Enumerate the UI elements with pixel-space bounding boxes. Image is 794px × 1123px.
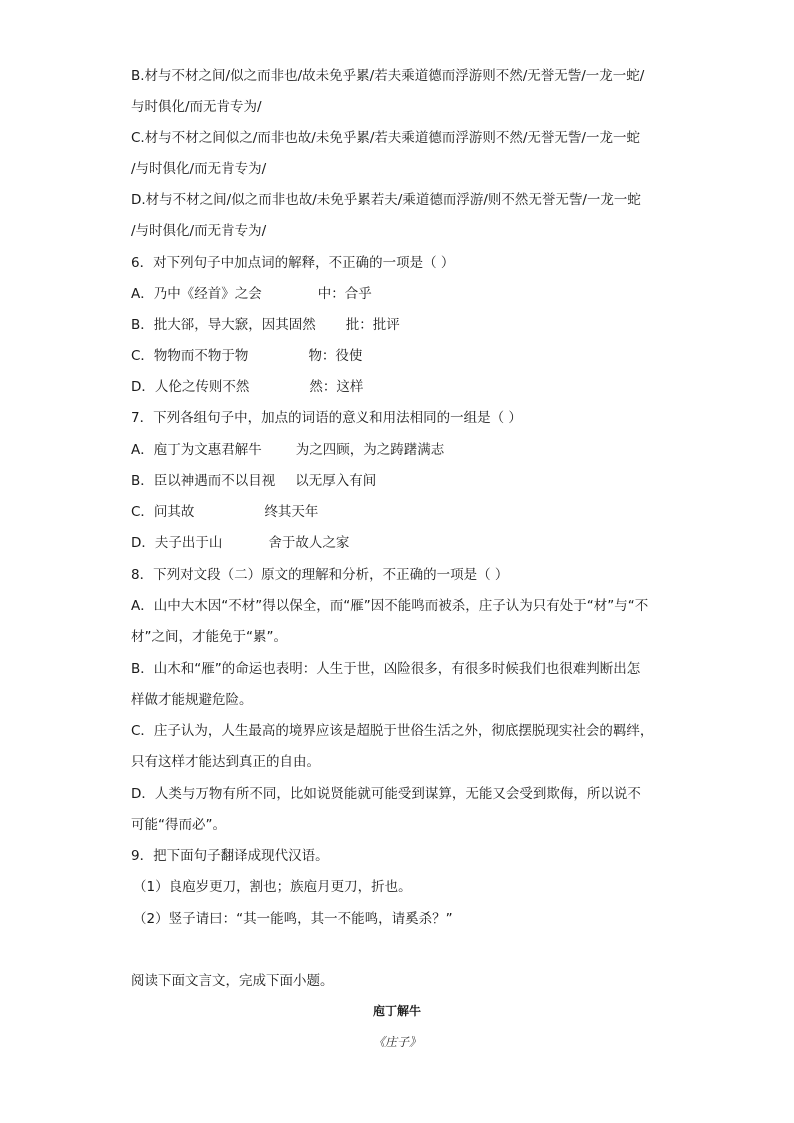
q6-option-a-gloss: 中：合乎 (317, 286, 372, 302)
q8-option-b-line2: 样做才能规避危险。 (131, 692, 253, 708)
q6-option-c-gloss: 物：役使 (308, 348, 363, 364)
q6-option-d-gloss: 然：这样 (309, 379, 364, 395)
passage-title: 庖丁解牛 (372, 1004, 421, 1018)
q7-option-d-right: 舍于故人之家 (268, 535, 350, 551)
q8-option-c-line2: 只有这样才能达到真正的自由。 (131, 754, 320, 770)
q7-option-a-left: A．庖丁为文惠君解牛 (131, 442, 262, 458)
q5-option-c-line1: C.材与不材之间似之/而非也故/未免乎累/若夫乘道德而浮游则不然/无誉无訾/一龙一蛇 (131, 130, 640, 146)
q6-option-d (131, 377, 671, 397)
q7-option-b (131, 471, 671, 491)
q6-option-a (131, 284, 671, 304)
q5-option-c-line2: /与时俱化/而无肯专为/ (131, 161, 267, 177)
q8-option-d-line1: D．人类与万物有所不同，比如说贤能就可能受到谋算，无能又会受到欺侮，所以说不 (131, 786, 641, 802)
q6-option-b (131, 315, 671, 335)
q8-option-d-line2: 可能“得而必”。 (131, 817, 226, 833)
q8-stem: 8．下列对文段（二）原文的理解和分析，不正确的一项是（ ） (131, 567, 509, 583)
q7-option-b-left: B．臣以神遇而不以目视 (131, 473, 276, 489)
passage-source: 《庄子》 (372, 1035, 421, 1049)
q5-option-b-line2: 与时俱化/而无肯专为/ (131, 99, 262, 115)
q8-option-a-line2: 材”之间，才能免于“累”。 (131, 629, 287, 645)
q5-option-b-line1: B.材与不材之间/似之而非也/故未免乎累/若夫乘道德而浮游则不然/无誉无訾/一龙一蛇/ (131, 68, 645, 84)
q9-sentence-2: （2）竖子请曰：“其一能鸣，其一不能鸣，请奚杀？” (133, 911, 453, 927)
q7-option-c-right: 终其天年 (264, 504, 319, 520)
q7-option-a (131, 440, 671, 460)
q7-stem: 7．下列各组句子中，加点的词语的意义和用法相同的一组是（ ） (131, 410, 522, 426)
q6-option-a-sentence: A．乃中《经首》之会 (131, 286, 262, 302)
q9-sentence-1: （1）良庖岁更刀，割也；族庖月更刀，折也。 (133, 879, 412, 895)
q7-option-a-right: 为之四顾，为之踌躇满志 (295, 442, 445, 458)
q7-option-d (131, 533, 671, 553)
q5-option-d-line2: /与时俱化/而无肯专为/ (131, 223, 267, 239)
q7-option-c-left: C．问其故 (131, 504, 195, 520)
q6-option-c-sentence: C．物物而不物于物 (131, 348, 249, 364)
q6-option-b-sentence: B．批大郤，导大窾，因其固然 (131, 317, 316, 333)
q7-option-d-left: D．夫子出于山 (131, 535, 223, 551)
q6-option-b-gloss: 批：批评 (345, 317, 400, 333)
q9-stem: 9．把下面句子翻译成现代汉语。 (131, 848, 329, 864)
q6-stem: 6．对下列句子中加点词的解释，不正确的一项是（ ） (131, 255, 455, 271)
q6-option-d-sentence: D．人伦之传则不然 (131, 379, 250, 395)
q8-option-b-line1: B．山木和“雁”的命运也表明：人生于世，凶险很多，有很多时候我们也很难判断出怎 (131, 661, 641, 677)
q8-option-c-line1: C．庄子认为，人生最高的境界应该是超脱于世俗生活之外，彻底摆脱现实社会的羁绊， (131, 723, 654, 739)
reading-instruction: 阅读下面文言文，完成下面小题。 (131, 973, 334, 989)
q5-option-d-line1: D.材与不材之间/似之而非也故/未免乎累若夫/乘道德而浮游/则不然无誉无訾/一龙一蛇 (131, 192, 641, 208)
q8-option-a-line1: A．山中大木因“不材”得以保全，而“雁”因不能鸣而被杀，庄子认为只有处于“材”与“不 (131, 598, 649, 614)
q7-option-b-right: 以无厚入有间 (295, 473, 377, 489)
q6-option-c (131, 346, 671, 366)
q7-option-c (131, 502, 671, 522)
